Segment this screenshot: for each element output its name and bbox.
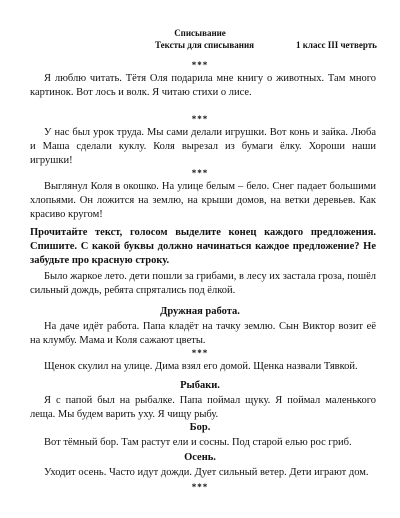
text-5-title: Дружная работа. xyxy=(160,306,240,317)
task-instruction: Прочитайте текст, голосом выделите конец каждого предложения. Спишите. С какой буквы должно начинаться каждое предложение? Не забудьте про красную строку. xyxy=(30,227,376,266)
text-8-title: Бор. xyxy=(189,422,211,433)
separator: *** xyxy=(191,348,209,358)
text-2: У нас был урок труда. Мы сами делали игрушки. Вот конь и зайка. Люба и Маша сделали куклу. Коля вырезал из бумаги ёлку. Хороши наши игрушки! xyxy=(30,127,376,166)
text-4: Было жаркое лето. дети пошли за грибами, в лесу их застала гроза, пошёл сильный дождь, ребята спрятались под ёлкой. xyxy=(30,271,376,296)
text-7: Я с папой был на рыбалке. Папа поймал щуку. Я поймал маленького леща. Мы будем варить уху. Я чищу рыбу. xyxy=(30,395,376,420)
separator: *** xyxy=(191,60,209,70)
text-6: Щенок скулил на улице. Дима взял его домой. Щенка назвали Тявкой. xyxy=(44,361,358,372)
text-8: Вот тёмный бор. Там растут ели и сосны. Под старой елью рос гриб. xyxy=(44,437,352,448)
text-5: На даче идёт работа. Папа кладёт на тачку землю. Сын Виктор возит её на клумбу. Мама и Коля сажают цветы. xyxy=(30,321,376,346)
document-title: Списывание xyxy=(174,28,226,38)
text-9: Уходит осень. Часто идут дожди. Дует сильный ветер. Дети играют дом. xyxy=(44,467,369,478)
grade-quarter: 1 класс III четверть xyxy=(296,40,377,50)
separator: *** xyxy=(191,114,209,124)
text-7-title: Рыбаки. xyxy=(180,380,220,391)
separator: *** xyxy=(191,482,209,492)
separator: *** xyxy=(191,168,209,178)
text-9-title: Осень. xyxy=(184,452,216,463)
document-subtitle: Тексты для списывания xyxy=(155,40,255,50)
text-3: Выглянул Коля в окошко. На улице белым – бело. Снег падает большими хлопьями. Он ложится на землю, на крыши домов, на ветки деревьев. Как красиво кругом! xyxy=(30,181,376,220)
text-1: Я люблю читать. Тётя Оля подарила мне книгу о животных. Там много картинок. Вот лось и волк. Я читаю стихи о лисе. xyxy=(30,73,376,98)
